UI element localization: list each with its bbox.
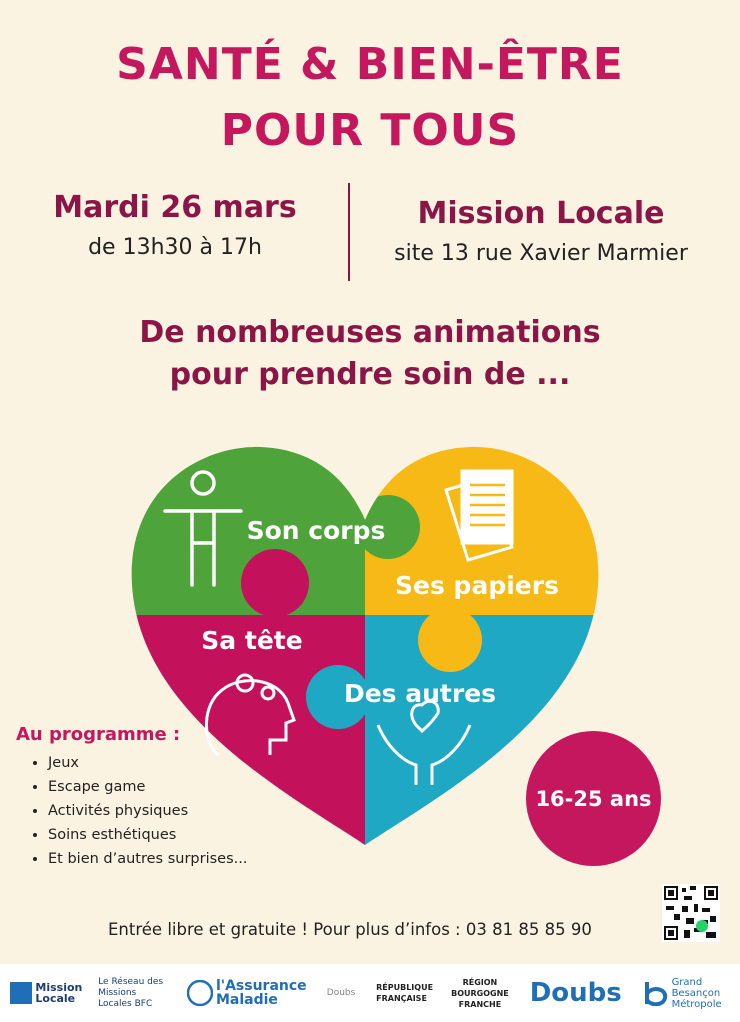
program-heading: Au programme : xyxy=(16,724,181,745)
logo-assurance-maladie: l'Assurance Maladie xyxy=(187,979,306,1007)
subtitle-line-1: De nombreuses animations xyxy=(139,315,601,350)
event-date: Mardi 26 mars xyxy=(53,190,297,225)
partner-logos xyxy=(0,964,740,1022)
program-item: • Activités physiques xyxy=(48,799,247,823)
program-item: • Jeux xyxy=(48,751,247,775)
date-block xyxy=(30,190,320,260)
runner-logo-icon xyxy=(187,980,213,1006)
location-block xyxy=(356,196,726,266)
mission-locale-logo-icon xyxy=(10,982,32,1004)
logo-republique: RÉPUBLIQUE FRANÇAISE xyxy=(376,983,434,1003)
subtitle xyxy=(0,312,740,396)
event-address: site 13 rue Xavier Marmier xyxy=(394,241,688,266)
title-line-2: POUR TOUS xyxy=(220,105,520,156)
program-item: • Soins esthétiques xyxy=(48,823,247,847)
program-item: • Et bien d’autres surprises... xyxy=(48,847,247,871)
footer-info: Entrée libre et gratuite ! Pour plus d’infos : 03 81 85 85 90 xyxy=(108,920,592,939)
event-place: Mission Locale xyxy=(417,196,665,231)
program-list xyxy=(16,751,247,871)
logo-doubs: Doubs xyxy=(529,978,622,1008)
subtitle-line-2: pour prendre soin de ... xyxy=(169,357,571,392)
title-line-1: SANTÉ & BIEN-ÊTRE xyxy=(116,39,624,90)
logo-mission-locale: Mission Locale xyxy=(10,982,77,1004)
label-sa-tete: Sa tête xyxy=(201,626,303,655)
label-son-corps: Son corps xyxy=(246,516,386,545)
program-item: • Escape game xyxy=(48,775,247,799)
age-badge: 16-25 ans xyxy=(526,731,661,866)
divider xyxy=(348,183,350,281)
qr-code-icon[interactable] xyxy=(662,884,720,942)
logo-region: RÉGION BOURGOGNE FRANCHE xyxy=(451,977,509,1009)
besancon-logo-icon xyxy=(643,980,669,1006)
puzzle-knob-yellow xyxy=(418,608,482,672)
program xyxy=(16,724,247,871)
puzzle-knob-magenta xyxy=(241,549,309,617)
label-des-autres: Des autres xyxy=(343,679,497,708)
event-time: de 13h30 à 17h xyxy=(88,235,262,260)
logo-reseau: Le Réseau des Missions Locales BFC xyxy=(98,976,164,1009)
logo-grand-besancon: Grand Besançon Métropole xyxy=(643,977,730,1010)
logo-doubs-small: Doubs xyxy=(326,987,356,998)
label-ses-papiers: Ses papiers xyxy=(395,571,559,600)
